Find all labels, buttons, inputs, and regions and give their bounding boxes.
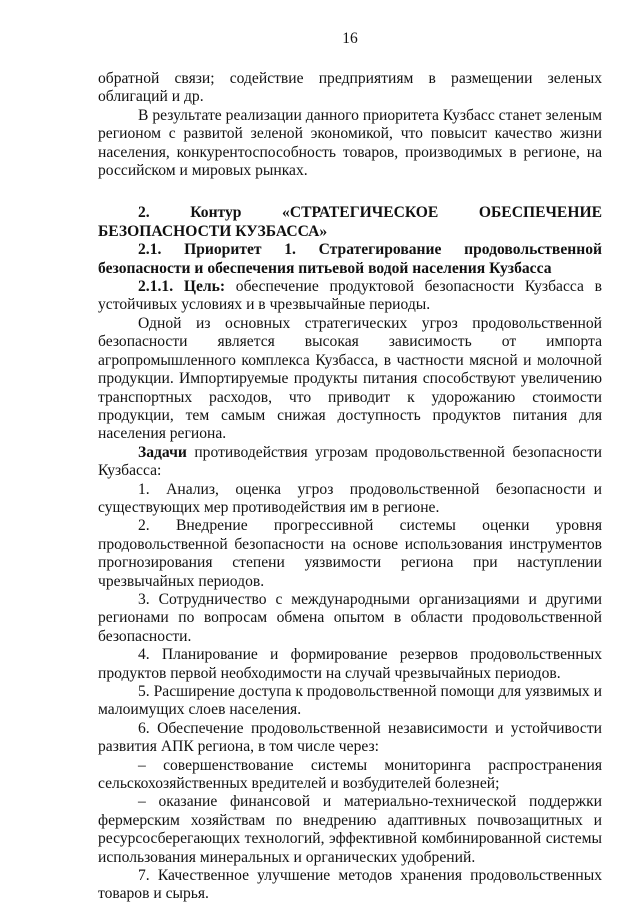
- list-item-3: 3. Сотрудничество с международными организациями и другими регионами по вопросам обмена опытом в области продовольственной безопасности.: [98, 590, 602, 645]
- dash-item-1: – совершенствование системы мониторинга распространения сельскохозяйственных вредителей и возбудителей болезней;: [98, 756, 606, 793]
- list-item-2: 2. Внедрение прогрессивной системы оценки уровня продовольственной безопасности на основе использования инструментов прогнозирования степени уязвимости региона при наступлении чрезвычайных периодов.: [98, 517, 606, 590]
- list-item-7: 7. Качественное улучшение методов хранения продовольственных товаров и сырья.: [98, 867, 602, 903]
- tasks-label: Задачи: [138, 443, 187, 461]
- tasks-paragraph: [98, 444, 602, 481]
- goal-label: 2.1.1. Цель:: [138, 278, 226, 296]
- list-item-5: 5. Расширение доступа к продовольственной помощи для уязвимых и малоимущих слоев населения.: [98, 683, 602, 719]
- paragraph-continuation: обратной связи; содействие предприятиям в размещении зеленых облигаций и др.: [98, 70, 602, 106]
- tasks-text: противодействия угрозам продовольственной безопасности Кузбасса:: [98, 443, 602, 480]
- priority-heading: 2.1. Приоритет 1. Стратегирование продовольственной безопасности и обеспечения питьевой водой населения Кузбасса: [98, 241, 606, 277]
- threat-paragraph: Одной из основных стратегических угроз продовольственной безопасности является высокая зависимость от импорта агропромышленного комплекса Кузбасса, в частности мясной и молочной продукции. Импортируемые продукты питания способствуют увеличению транспортных расходов, что приводит к удорожанию стоимости продукции, тем самым снижая доступность продуктов питания для населения региона.: [98, 314, 602, 443]
- section-heading: 2. Контур «СТРАТЕГИЧЕСКОЕ ОБЕСПЕЧЕНИЕ БЕЗОПАСНОСТИ КУЗБАССА»: [98, 204, 606, 240]
- spacer: [98, 180, 602, 204]
- list-item-4: 4. Планирование и формирование резервов продовольственных продуктов первой необходимости на случай чрезвычайных периодов.: [98, 646, 602, 682]
- dash-item-2: – оказание финансовой и материально-технической поддержки фермерским хозяйствам по внедрению адаптивных почвозащитных и ресурсосберегающих технологий, эффективной комбинированной системы использования минеральных и органических удобрений.: [98, 793, 602, 866]
- paragraph-result: В результате реализации данного приоритета Кузбасс станет зеленым регионом с развитой зеленой экономикой, что повысит качество жизни населения, конкурентоспособность товаров, производимых в регионе, на российском и мировых рынках.: [98, 106, 602, 180]
- list-item-6: 6. Обеспечение продовольственной независимости и устойчивости развития АПК региона, в том числе через:: [98, 719, 602, 756]
- goal-paragraph: [98, 278, 602, 315]
- page-number: 16: [342, 30, 358, 47]
- list-item-1: 1. Анализ, оценка угроз продовольственной безопасности и существующих мер противодействия им в регионе.: [98, 480, 606, 516]
- goal-text: обеспечение продуктовой безопасности Кузбасса в устойчивых условиях и в чрезвычайные периоды.: [98, 278, 602, 314]
